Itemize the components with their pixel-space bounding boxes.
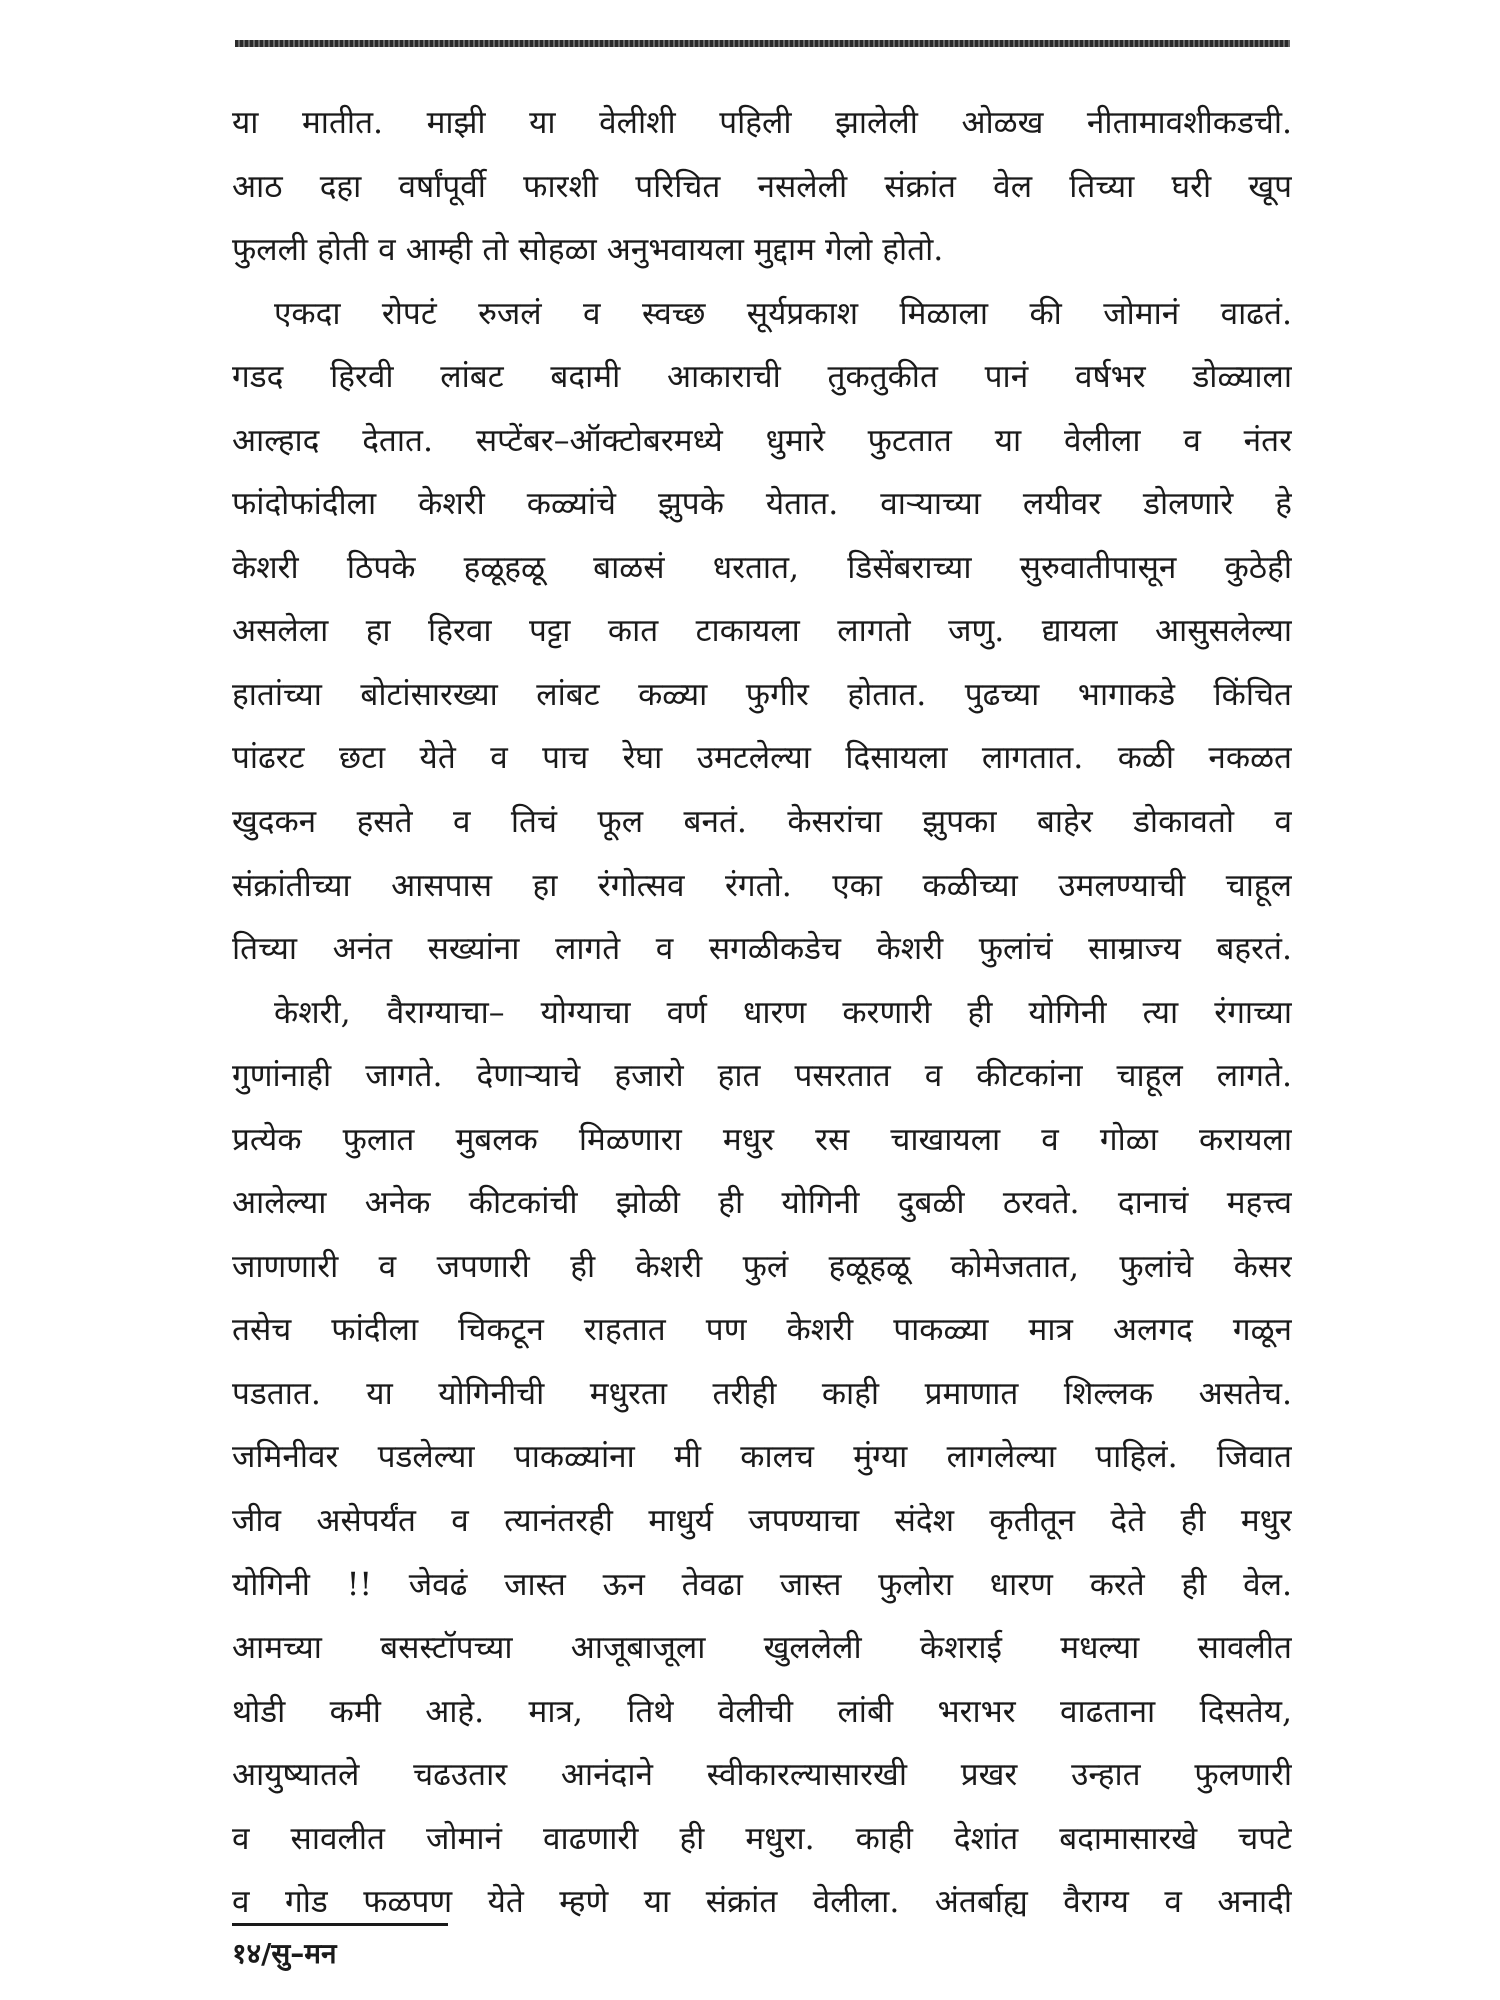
text-line: जीव असेपर्यंत व त्यानंतरही माधुर्य जपण्याचा संदेश कृतीतून देते ही मधुर [232,1503,1292,1540]
text-line: आठ दहा वर्षांपूर्वी फारशी परिचित नसलेली संक्रांत वेल तिच्या घरी खूप [232,168,1292,205]
header-rule [235,40,1290,47]
text-line: गुणांनाही जागते. देणाऱ्याचे हजारो हात पसरतात व कीटकांना चाहूल लागते. [232,1058,1292,1095]
text-line: थोडी कमी आहे. मात्र, तिथे वेलीची लांबी भराभर वाढताना दिसतेय, [232,1693,1292,1730]
text-line: आयुष्यातले चढउतार आनंदाने स्वीकारल्यासारखी प्रखर उन्हात फुलणारी [232,1757,1292,1794]
text-line: तिच्या अनंत सख्यांना लागते व सगळीकडेच केशरी फुलांचं साम्राज्य बहरतं. [232,931,1292,968]
text-line: आल्हाद देतात. सप्टेंबर–ऑक्टोबरमध्ये धुमारे फुटतात या वेलीला व नंतर [232,422,1292,459]
footer-rule [232,1923,448,1926]
paragraph-start-line: केशरी, वैराग्याचा– योग्याचा वर्ण धारण करणारी ही योगिनी त्या रंगाच्या [274,994,1292,1031]
text-line: फांदोफांदीला केशरी कळ्यांचे झुपके येतात. वाऱ्याच्या लयीवर डोलणारे हे [232,486,1292,523]
text-line: आमच्या बसस्टॉपच्या आजूबाजूला खुललेली केशराई मधल्या सावलीत [232,1630,1292,1667]
text-line: केशरी ठिपके हळूहळू बाळसं धरतात, डिसेंबराच्या सुरुवातीपासून कुठेही [232,549,1292,586]
text-line: तसेच फांदीला चिकटून राहतात पण केशरी पाकळ्या मात्र अलगद गळून [232,1312,1292,1349]
text-line: या मातीत. माझी या वेलीशी पहिली झालेली ओळख नीतामावशीकडची. [232,105,1292,141]
text-line: संक्रांतीच्या आसपास हा रंगोत्सव रंगतो. एका कळीच्या उमलण्याची चाहूल [232,867,1292,904]
text-line: जाणणारी व जपणारी ही केशरी फुलं हळूहळू कोमेजतात, फुलांचे केसर [232,1248,1292,1285]
paragraph-start-line: एकदा रोपटं रुजलं व स्वच्छ सूर्यप्रकाश मिळाला की जोमानं वाढतं. [274,295,1292,332]
text-line: व गोड फळपण येते म्हणे या संक्रांत वेलीला. अंतर्बाह्य वैराग्य व अनादी [232,1884,1292,1921]
page-folio: १४/सु–मन [232,1937,337,1970]
text-line: पांढरट छटा येते व पाच रेघा उमटलेल्या दिसायला लागतात. कळी नकळत [232,740,1292,777]
text-line: फुलली होती व आम्ही तो सोहळा अनुभवायला मुद्दाम गेलो होतो. [232,232,944,269]
text-line: योगिनी !! जेवढं जास्त ऊन तेवढा जास्त फुलोरा धारण करते ही वेल. [232,1566,1292,1603]
text-line: जमिनीवर पडलेल्या पाकळ्यांना मी कालच मुंग्या लागलेल्या पाहिलं. जिवात [232,1439,1292,1476]
text-line: हातांच्या बोटांसारख्या लांबट कळ्या फुगीर होतात. पुढच्या भागाकडे किंचित [232,676,1292,713]
text-line: प्रत्येक फुलात मुबलक मिळणारा मधुर रस चाखायला व गोळा करायला [232,1121,1292,1158]
text-line: व सावलीत जोमानं वाढणारी ही मधुरा. काही देशांत बदामासारखे चपटे [232,1820,1292,1857]
text-line: खुदकन हसते व तिचं फूल बनतं. केसरांचा झुपका बाहेर डोकावतो व [232,804,1292,841]
body-text [232,92,1292,1935]
text-line: असलेला हा हिरवा पट्टा कात टाकायला लागतो जणु. द्यायला आसुसलेल्या [232,613,1292,650]
text-line: आलेल्या अनेक कीटकांची झोळी ही योगिनी दुबळी ठरवते. दानाचं महत्त्व [232,1185,1292,1222]
text-line: पडतात. या योगिनीची मधुरता तरीही काही प्रमाणात शिल्लक असतेच. [232,1375,1292,1412]
text-line: गडद हिरवी लांबट बदामी आकाराची तुकतुकीत पानं वर्षभर डोळ्याला [232,359,1292,396]
